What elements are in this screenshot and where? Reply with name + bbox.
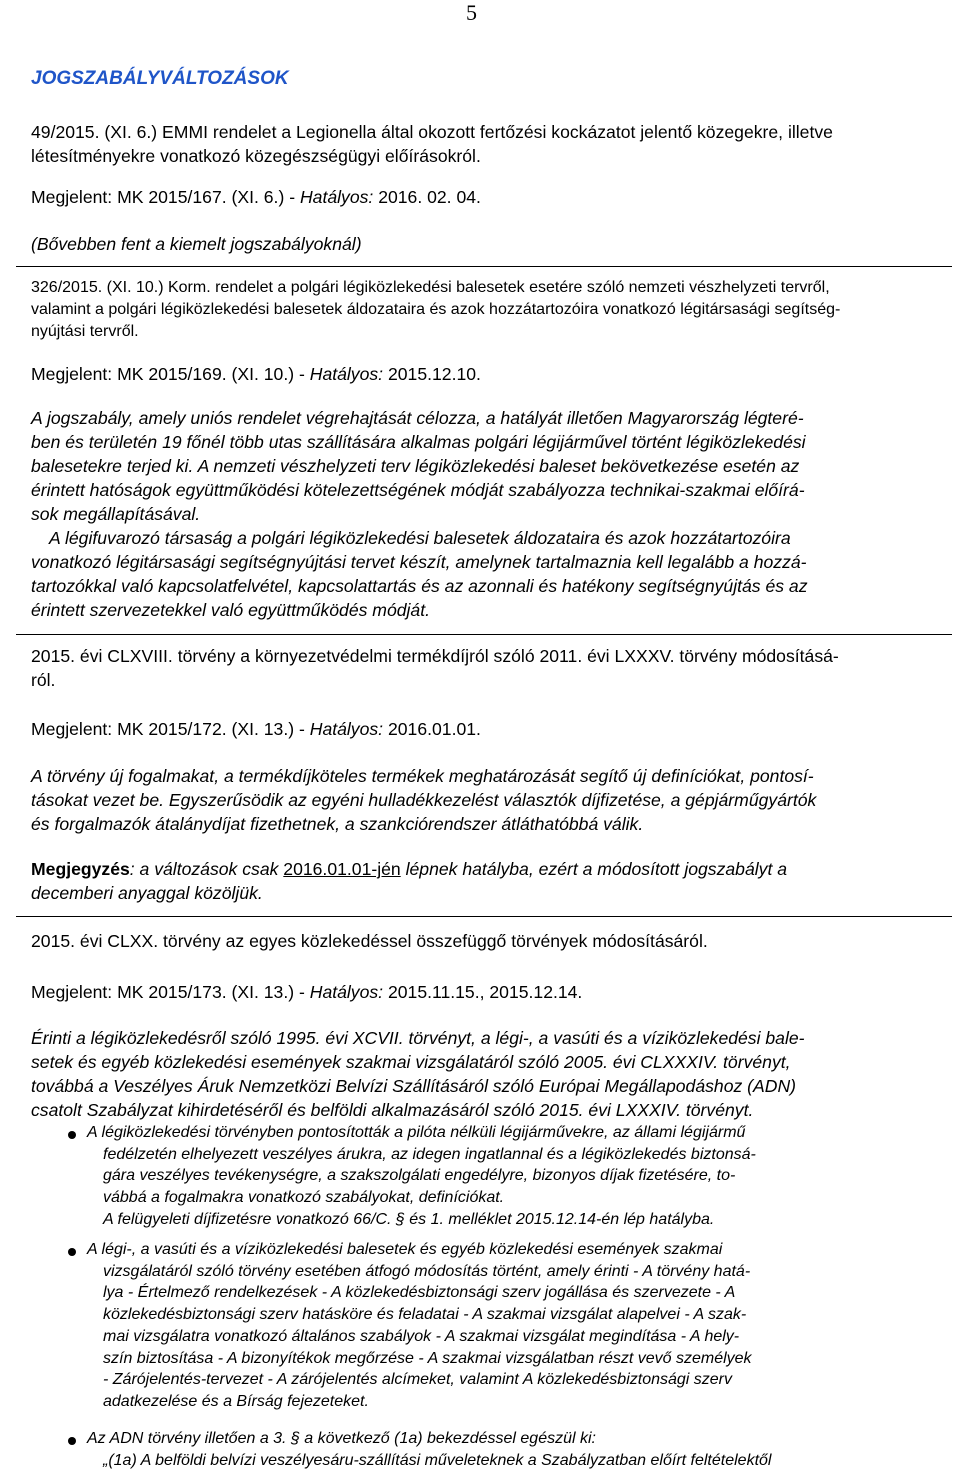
bullet-icon [68,1437,76,1445]
summary-line: balesetekre terjed ki. A nemzeti vészhelyzeti terv légiközlekedési baleset bekövetkezése esetén az [31,456,800,476]
law4-published [31,980,582,1004]
effective-label: Hatályos: [309,719,384,739]
summary-line: tartozókkal való kapcsolatfelvétel, kapcsolattartás és az azonnali és hatékony segítségnyújtás és az [31,576,808,596]
published-value: MK 2015/167. (XI. 6.) - [117,187,296,207]
law2-title-line: valamint a polgári légiközlekedési balesetek áldozataira és azok hozzátartozóira vonatkozó légitársasági segítség- [31,301,841,318]
bullet-line: - Zárójelentés-tervezet - A zárójelentés alcímeket, valamint A közlekedésbiztonsági szerv [103,1371,733,1389]
divider [16,916,952,917]
summary-line: és forgalmazók átalánydíjat fizethetnek, a szankciórendszer átláthatóbbá válik. [31,814,644,834]
remark-text: lépnek hatályba, ezért a módosított jogszabályt a [405,859,788,879]
divider [16,634,952,635]
law2-title-line: 326/2015. (XI. 10.) Korm. rendelet a polgári légiközlekedési balesetek esetére szóló nemzeti vészhelyzeti tervről, [31,279,830,296]
law3-remark [31,857,787,905]
bullet-line: adatkezelése és a Bírság fejezeteket. [103,1392,369,1410]
bullet-item [87,1239,752,1413]
law3-title-line: 2015. évi CLXVIII. törvény a környezetvédelmi termékdíjról szóló 2011. évi LXXXV. törvény módosításá- [31,646,839,666]
published-value: MK 2015/172. (XI. 13.) - [117,719,305,739]
intro-line: setek és egyéb közlekedési események szakmai vizsgálatáról szóló 2005. évi CLXXXIV. törvényt, [31,1052,791,1072]
effective-label: Hatályos: [299,187,374,207]
law1-published [31,185,481,209]
intro-line: továbbá a Veszélyes Áruk Nemzetközi Belvízi Szállításáról szóló Európai Megállapodáshoz (ADN) [31,1076,797,1096]
law4-title: 2015. évi CLXX. törvény az egyes közlekedéssel összefüggő törvények módosításáról. [31,931,708,951]
bullet-line: lya - Értelmező rendelkezések - A közlekedésbiztonsági szerv jogállása és szervezete - A [103,1284,736,1302]
bullet-line: fedélzetén elhelyezett veszélyes árukra, az idegen ingatlannal és a légiközlekedés biztonsá- [103,1145,756,1163]
effective-value: 2015.11.15., 2015.12.14. [387,982,583,1002]
summary-line: A törvény új fogalmakat, a termékdíjköteles termékek meghatározását segítő új definíciókat, pontosí- [31,766,814,786]
published-label: Megjelent: [31,982,113,1002]
remark-label: Megjegyzés [31,859,130,879]
law1-title [31,120,833,168]
bullet-icon [68,1248,76,1256]
summary-line: vonatkozó légitársasági segítségnyújtási tervet készít, amelynek tartalmaznia kell legalább a hozzá- [31,552,807,572]
effective-value: 2016. 02. 04. [378,187,481,207]
bullet-line: közlekedésbiztonsági szerv hatásköre és feladatai - A szakmai vizsgálat alapelvei - A szak- [103,1306,747,1324]
law2-summary [31,406,808,622]
intro-line: csatolt Szabályzat kihirdetéséről és belföldi alkalmazásáról szóló 2015. évi LXXXIV. törvényt. [31,1100,754,1120]
bullet-line: mai vizsgálatra vonatkozó általános szabályok - A szakmai vizsgálat megindítása - A hely- [103,1327,740,1345]
effective-value: 2016.01.01. [387,719,481,739]
effective-label: Hatályos: [309,364,384,384]
effective-value: 2015.12.10. [387,364,481,384]
bullet-line: gára veszélyes tevékenységre, a szakszolgálati engedélyre, bizonyos díjak fizetésére, to- [103,1167,736,1185]
remark-text: : a változások csak [129,859,279,879]
bullet-line: Az ADN törvény illetően a 3. § a következő (1a) bekezdéssel egészül ki: [87,1430,596,1447]
law2-published [31,362,481,386]
bullet-line: vizsgálatáról szóló törvény esetében átfogó módosítás történt, amely érinti - A törvény hatá- [103,1262,751,1280]
bullet-line: szín biztosítása - A bizonyítékok megőrzése - A szakmai vizsgálatban részt vevő személyek [103,1349,752,1367]
published-value: MK 2015/169. (XI. 10.) - [117,364,305,384]
bullet-icon [68,1131,76,1139]
bullet-line: A légiközlekedési törvényben pontosították a pilóta nélküli légijárművekre, az állami légijármű [87,1124,746,1141]
bullet-line: „(1a) A belföldi belvízi veszélyesáru-szállítási műveleteknek a Szabályzatban előírt feltételektől [103,1451,772,1469]
remark-date: 2016.01.01-jén [283,859,401,879]
summary-line: érintett szervezetekkel való együttműködés módját. [31,600,430,620]
summary-line: tásokat vezet be. Egyszerűsödik az egyéni hulladékkezelést választók díjfizetése, a gépjárműgyártók [31,790,817,810]
published-value: MK 2015/173. (XI. 13.) - [117,982,305,1002]
law3-title [31,644,839,692]
section-title: JOGSZABÁLYVÁLTOZÁSOK [31,68,289,89]
summary-line: érintett hatóságok együttműködési kötelezettségének módját szabályozza technikai-szakmai előírá- [31,480,805,500]
summary-line: A légifuvarozó társaság a polgári légiközlekedési balesetek áldozataira és azok hozzátartozóira [49,528,791,548]
page-number: 5 [466,0,477,25]
law3-title-line: ról. [31,670,56,690]
published-label: Megjelent: [31,719,113,739]
law1-title-line: létesítményekre vonatkozó közegészségügyi előírásokról. [31,146,481,166]
summary-line: sok megállapításával. [31,504,201,524]
published-label: Megjelent: [31,187,113,207]
intro-line: Érinti a légiközlekedésről szóló 1995. évi XCVII. törvényt, a légi-, a vasúti és a víziközlekedési bale- [31,1028,805,1048]
law1-title-line: 49/2015. (XI. 6.) EMMI rendelet a Legionella által okozott fertőzési kockázatot jelentő közegekre, illetve [31,122,833,142]
divider [16,266,952,267]
bullet-item [87,1122,756,1231]
law2-title-line: nyújtási tervről. [31,323,139,340]
law3-published [31,717,481,741]
bullet-line: vábbá a fogalmakra vonatkozó szabályokat, definíciókat. [103,1189,505,1207]
law2-title [31,277,840,343]
remark-text: decemberi anyaggal közöljük. [31,883,263,903]
effective-label: Hatályos: [309,982,384,1002]
law3-summary [31,764,816,836]
bullet-line: A felügyeleti díjfizetésre vonatkozó 66/C. § és 1. melléklet 2015.12.14-én lép hatályba. [103,1210,715,1228]
bullet-item [87,1428,771,1471]
law1-note: (Bővebben fent a kiemelt jogszabályoknál) [31,234,362,254]
summary-line: A jogszabály, amely uniós rendelet végrehajtását célozza, a hatályát illetően Magyarország légteré- [31,408,804,428]
bullet-line: A légi-, a vasúti és a víziközlekedési balesetek és egyéb közlekedési események szakmai [87,1241,723,1258]
summary-line: ben és területén 19 főnél több utas szállítására alkalmas polgári légijárművel történt légiközlekedési [31,432,806,452]
law4-intro [31,1026,805,1122]
published-label: Megjelent: [31,364,113,384]
